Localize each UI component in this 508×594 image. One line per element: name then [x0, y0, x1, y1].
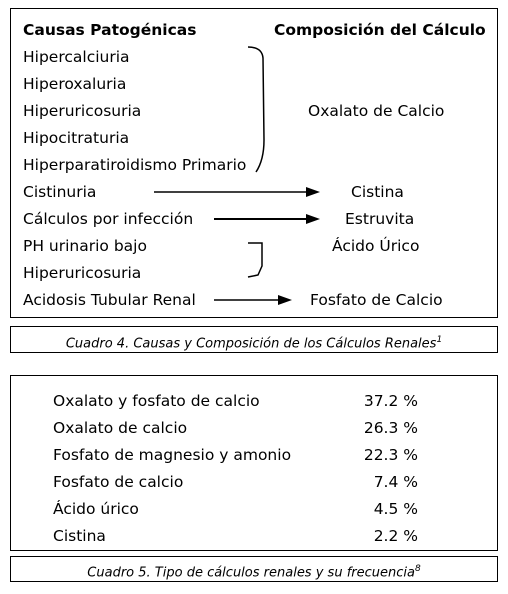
stone-percentage: 22.3 % — [363, 446, 418, 464]
stone-percentage: 26.3 % — [363, 419, 418, 437]
composition-item: Estruvita — [345, 210, 415, 228]
stone-percentage: 7.4 % — [373, 473, 418, 491]
brace-icon — [248, 243, 262, 277]
cause-item: PH urinario bajo — [23, 237, 147, 255]
cause-item: Cistinuria — [23, 183, 97, 201]
caption-text: Cuadro 4. Causas y Composición de los Cálculos Renales — [65, 336, 437, 352]
arrow-icon — [154, 187, 320, 197]
caption-box-cuadro-5 — [10, 556, 498, 582]
caption-cuadro-4 — [11, 331, 497, 353]
brace-icon — [248, 47, 264, 172]
caption-cuadro-5 — [11, 560, 497, 582]
stone-type: Oxalato y fosfato de calcio — [53, 392, 260, 410]
stone-percentage: 37.2 % — [363, 392, 418, 410]
cause-item: Hiperuricosuria — [23, 102, 142, 120]
caption-box-cuadro-4 — [10, 326, 498, 353]
stone-type: Cistina — [53, 527, 106, 545]
arrow-icon — [214, 214, 320, 224]
stone-percentage: 4.5 % — [373, 500, 418, 518]
caption-text: Cuadro 5. Tipo de cálculos renales y su frecuencia — [87, 565, 415, 581]
cause-item: Acidosis Tubular Renal — [23, 291, 196, 309]
composition-item: Cistina — [351, 183, 404, 201]
cause-item: Hiperuricosuria — [23, 264, 142, 282]
cause-item: Hiperparatiroidismo Primario — [23, 156, 247, 174]
header-composition: Composición del Cálculo — [274, 21, 486, 39]
stone-type: Ácido úrico — [53, 500, 139, 518]
cause-item: Cálculos por infección — [23, 210, 194, 228]
composition-item: Ácido Úrico — [332, 237, 420, 255]
composition-item: Fosfato de Calcio — [310, 291, 443, 309]
composition-item: Oxalato de Calcio — [308, 102, 445, 120]
caption-footnote: 1 — [436, 335, 443, 345]
cause-item: Hipocitraturia — [23, 129, 130, 147]
arrow-icon — [214, 295, 292, 305]
header-causes: Causas Patogénicas — [23, 21, 197, 39]
caption-footnote: 8 — [414, 564, 421, 574]
stone-type: Oxalato de calcio — [53, 419, 188, 437]
stone-type: Fosfato de magnesio y amonio — [53, 446, 292, 464]
stone-percentage: 2.2 % — [373, 527, 418, 545]
cause-item: Hiperoxaluria — [23, 75, 127, 93]
stone-type: Fosfato de calcio — [53, 473, 184, 491]
cause-item: Hipercalciuria — [23, 48, 130, 66]
